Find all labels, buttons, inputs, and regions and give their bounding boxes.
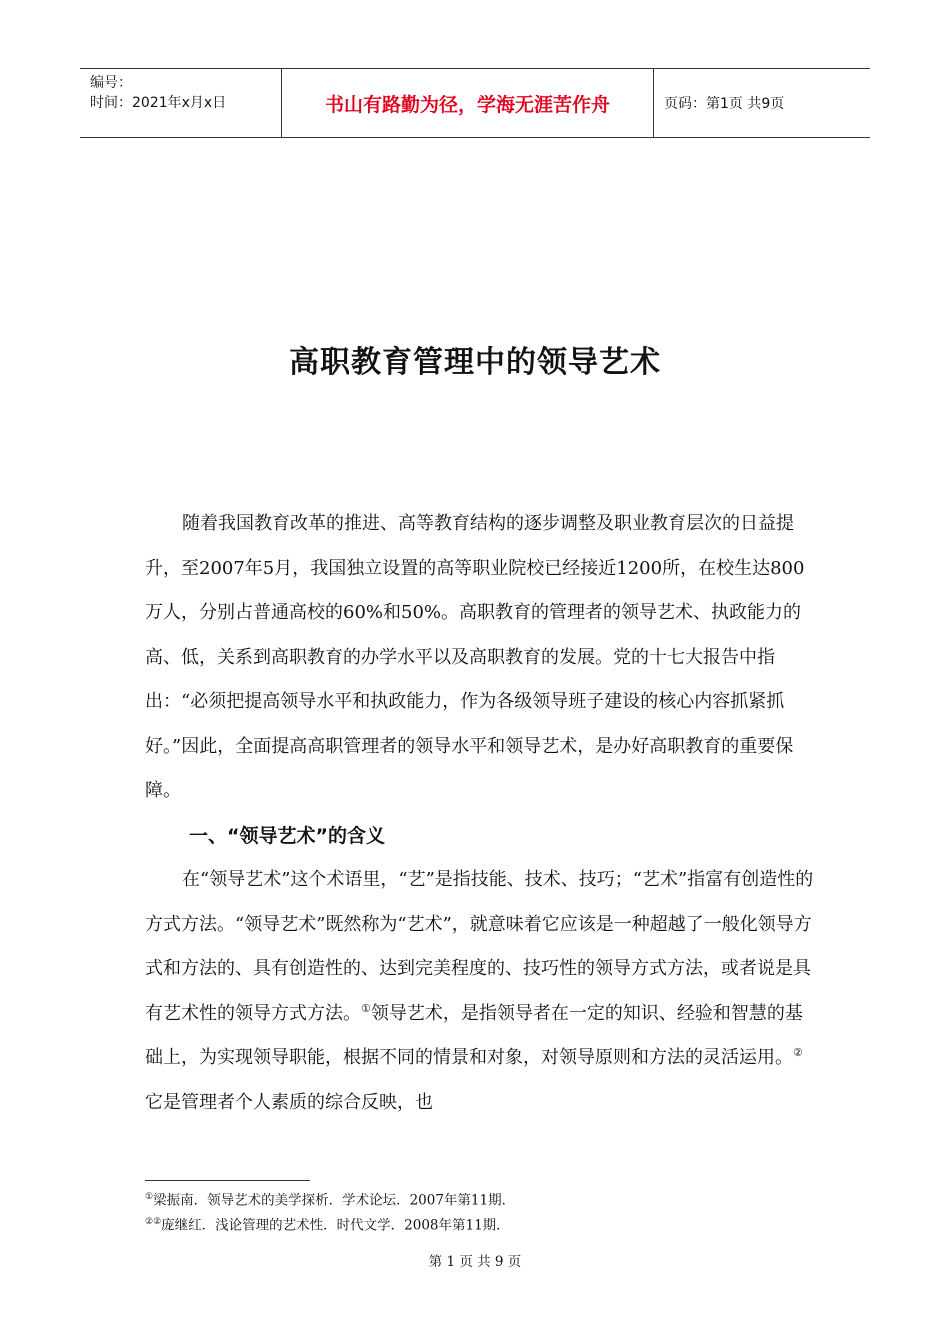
section-heading: 一、“领导艺术”的含义 [189,824,385,847]
header-time-label: 时间：2021年x月x日 [90,95,227,111]
footnote-2-mark: ②② [145,1216,162,1227]
footnote-ref-2[interactable]: ② [793,1046,803,1059]
footnotes [145,1187,815,1236]
footnote-2-text: 庞继红．浅论管理的艺术性．时代文学．2008年第11期． [161,1217,510,1233]
footnote-1-text: 梁振南．领导艺术的美学探析．学术论坛．2007年第11期． [153,1192,516,1209]
document-title: 高职教育管理中的领导艺术 [289,345,661,380]
section-text-b: 领导艺术，是指领导者在一定的知识、经验和智慧的基础上，为实现领导职能，根据不同的情景和对象，对领导原则和方法的灵活运用。 [145,1002,803,1068]
document-body [145,502,815,1125]
section-text-a: 在“领导艺术”这个术语里，“艺”是指技能、技术、技巧；“艺术”指富有创造性的方式方法。“领导艺术”既然称为“艺术”，就意味着它应该是一种超越了一般化领导方式和方法的、具有创造性的、达到完美程度的、技巧性的领导方式方法，或者说是具有艺术性的领导方式方法。 [145,869,814,1024]
footnote-1 [145,1187,815,1212]
header-number-label: 编号： [90,75,132,91]
header-page-info: 页码：第1页 共9页 [664,96,785,112]
footnote-2 [145,1212,815,1237]
page-number-footer: 第 1 页 共 9 页 [428,1254,522,1270]
page-header [80,68,870,138]
intro-paragraph: 随着我国教育改革的推进、高等教育结构的逐步调整及职业教育层次的日益提升，至2007年5月，我国独立设置的高等职业院校已经接近1200所，在校生达800万人，分别占普通高校的60%和50%。高职教育的管理者的领导艺术、执政能力的高、低，关系到高职教育的办学水平以及高职教育的发展。党的十七大报告中指出：“必须把提高领导水平和执政能力，作为各级领导班子建设的核心内容抓紧抓好。”因此，全面提高高职管理者的领导水平和领导艺术，是办好高职教育的重要保障。 [145,513,805,801]
header-meta [80,69,282,137]
section-paragraph [145,858,815,1125]
footnote-1-mark: ① [145,1192,154,1202]
section-text-c: 它是管理者个人素质的综合反映，也 [145,1091,433,1113]
header-motto: 书山有路勤为径，学海无涯苦作舟 [282,69,654,137]
footnote-divider [145,1180,310,1181]
footnote-ref-1[interactable]: ① [361,1001,371,1015]
